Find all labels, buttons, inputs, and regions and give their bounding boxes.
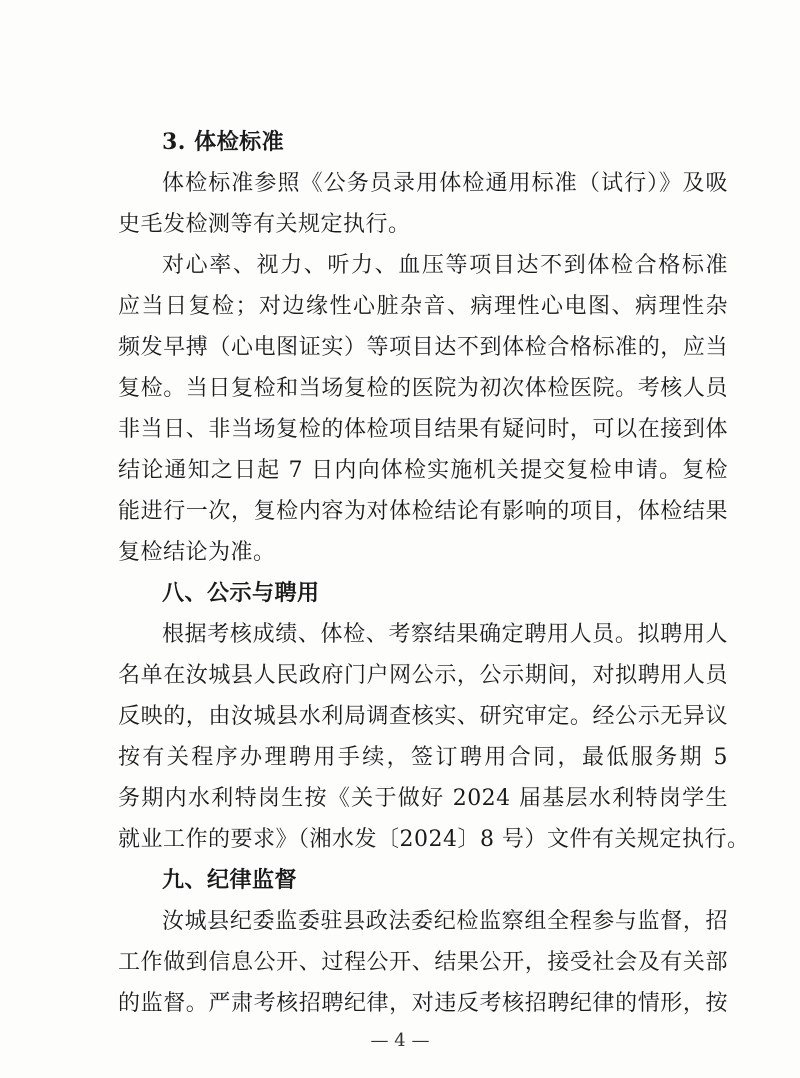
paragraph-line: 能进行一次，复检内容为对体检结论有影响的项目，体检结果 (118, 499, 728, 524)
paragraph-line: 对心率、视力、听力、血压等项目达不到体检合格标准 (162, 253, 728, 278)
paragraph-line: 按有关程序办理聘用手续，签订聘用合同，最低服务期 5 (118, 745, 728, 770)
page-number: — 4 — (370, 1030, 430, 1051)
section-3-heading: 3. 体检标准 (162, 129, 285, 155)
paragraph-line: 工作做到信息公开、过程公开、结果公开，接受社会及有关部 (118, 950, 728, 975)
paragraph-line: 根据考核成绩、体检、考察结果确定聘用人员。拟聘用人 (162, 622, 728, 647)
section-9-heading: 九、纪律监督 (162, 867, 298, 893)
paragraph-line: 复检。当日复检和当场复检的医院为初次体检医院。考核人员 (118, 376, 728, 401)
paragraph-line: 名单在汝城县人民政府门户网公示，公示期间，对拟聘用人员 (118, 663, 728, 688)
paragraph-line: 复检结论为准。 (118, 540, 276, 565)
paragraph-line: 应当日复检；对边缘性心脏杂音、病理性心电图、病理性杂 (118, 294, 728, 319)
paragraph-line: 务期内水利特岗生按《关于做好 2024 届基层水利特岗学生 (118, 786, 728, 811)
paragraph-line: 就业工作的要求》（湘水发〔2024〕8 号）文件有关规定执行。 (118, 827, 750, 852)
paragraph-line: 结论通知之日起 7 日内向体检实施机关提交复检申请。复检 (118, 458, 728, 483)
paragraph-line: 反映的，由汝城县水利局调查核实、研究审定。经公示无异议 (118, 704, 728, 729)
paragraph-line: 史毛发检测等有关规定执行。 (118, 212, 411, 237)
paragraph-line: 体检标准参照《公务员录用体检通用标准（试行）》及吸 (162, 171, 728, 196)
section-8-heading: 八、公示与聘用 (162, 580, 320, 606)
paragraph-line: 非当日、非当场复检的体检项目结果有疑问时，可以在接到体 (118, 417, 728, 442)
paragraph-line: 汝城县纪委监委驻县政法委纪检监察组全程参与监督，招 (162, 909, 728, 934)
paragraph-line: 的监督。严肃考核招聘纪律，对违反考核招聘纪律的情形，按 (118, 991, 728, 1016)
paragraph-line: 频发早搏（心电图证实）等项目达不到体检合格标准的，应当 (118, 335, 728, 360)
document-body (118, 122, 750, 1024)
